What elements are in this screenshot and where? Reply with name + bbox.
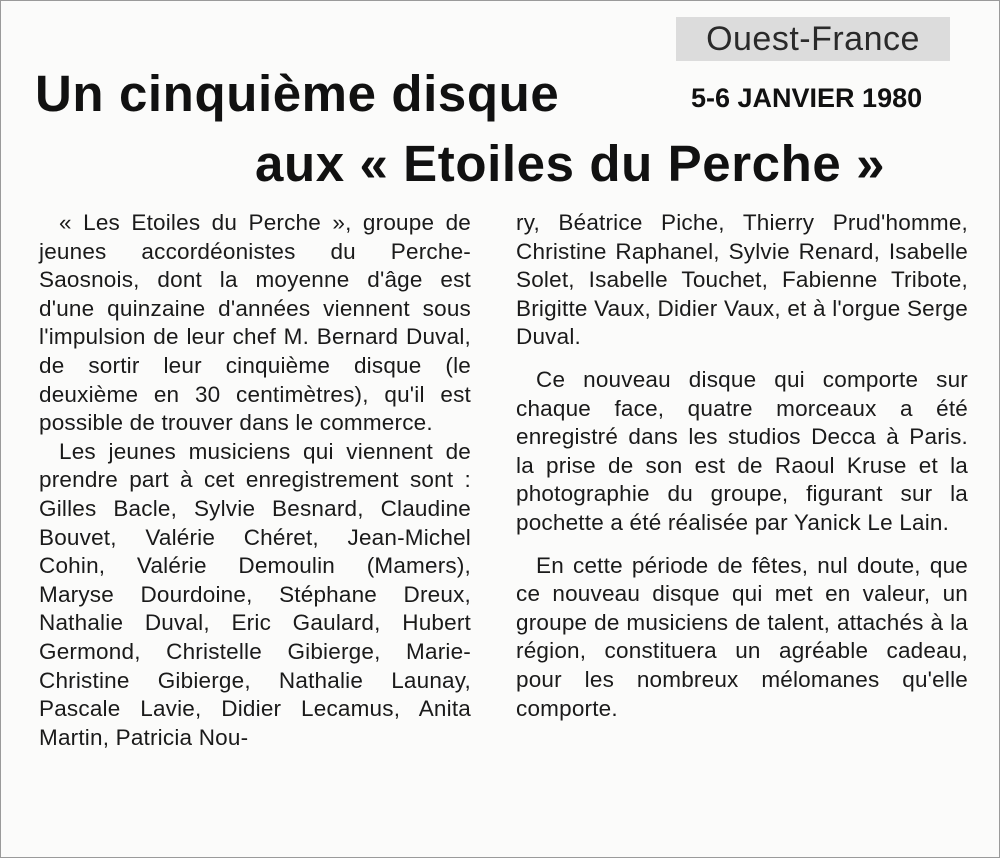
article-paragraph-3: Ce nouveau disque qui comporte sur chaque face, quatre morceaux a été enregistré dans les studios Decca à Paris. la prise de son est de Raoul Kruse et la photographie du groupe, figurant sur la pochette a été réalisée par Yanick Le Lain.	[516, 366, 968, 535]
article-column-right	[516, 209, 968, 723]
newspaper-source-label: Ouest-France	[676, 17, 950, 61]
article-paragraph-2-continued: ry, Béatrice Piche, Thierry Prud'homme, Christine Raphanel, Sylvie Renard, Isabelle Solet, Isabelle Touchet, Fabienne Tribote, Brigitte Vaux, Didier Vaux, et à l'orgue Serge Duval.	[516, 210, 968, 350]
article-column-left	[39, 209, 471, 752]
article-paragraph-1: « Les Etoiles du Perche », groupe de jeunes accordéonistes du Perche-Saosnois, dont la moyenne d'âge est d'une quinzaine d'années viennent sous l'impulsion de leur chef M. Bernard Duval, de sortir leur cinquième disque (le deuxième en 30 centimètres), qu'il est possible de trouver dans le commerce.	[39, 210, 471, 436]
publication-date: 5-6 JANVIER 1980	[691, 83, 923, 113]
headline-line-2: aux « Etoiles du Perche »	[255, 135, 886, 192]
article-paragraph-4: En cette période de fêtes, nul doute, que ce nouveau disque qui met en valeur, un groupe de musiciens de talent, attachés à la région, constituera un agréable cadeau, pour les nombreux mélomanes qu'elle comporte.	[516, 552, 968, 721]
headline-line-1: Un cinquième disque	[35, 65, 560, 122]
article-paragraph-2: Les jeunes musiciens qui viennent de prendre part à cet enregistrement sont : Gilles Bacle, Sylvie Besnard, Claudine Bouvet, Valérie Chéret, Jean-Michel Cohin, Valérie Demoulin (Mamers), Maryse Dourdoine, Stéphane Dreux, Nathalie Duval, Eric Gaulard, Hubert Germond, Christelle Gibierge, Marie-Christine Gibierge, Nathalie Launay, Pascale Lavie, Didier Lecamus, Anita Martin, Patricia Nou-	[39, 438, 471, 750]
